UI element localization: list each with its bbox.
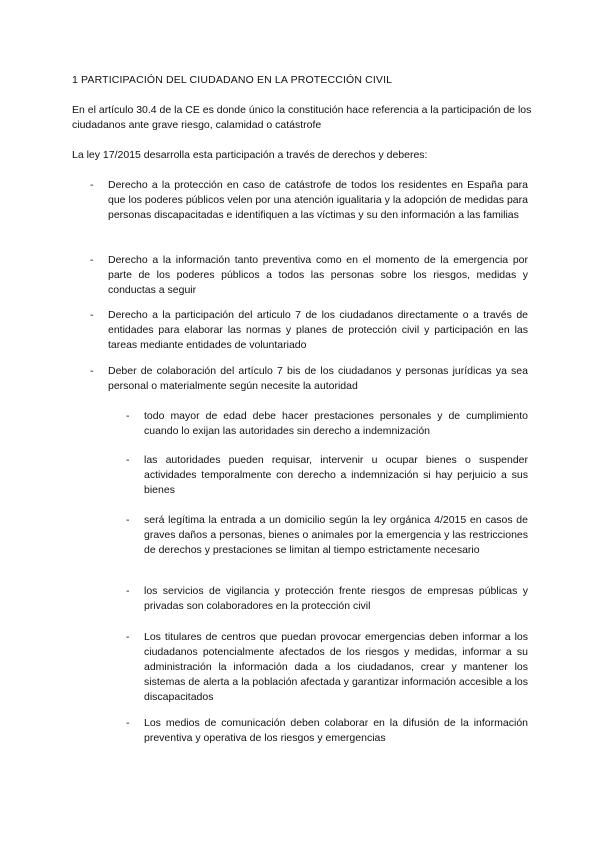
sub-list-item-text: los servicios de vigilancia y protección frente riesgos de empresas públicas y privadas son colaboradores en la protección civil	[144, 585, 528, 612]
bullet-dash: -	[90, 179, 94, 191]
bullet-dash: -	[126, 631, 130, 643]
sub-list-item-text: todo mayor de edad debe hacer prestaciones personales y de cumplimiento cuando lo exijan las autoridades sin derecho a indemnización	[144, 410, 528, 437]
list-item	[84, 253, 528, 298]
bullet-dash: -	[126, 585, 130, 597]
sub-list-item	[120, 513, 528, 558]
sub-list-item-text: será legítima la entrada a un domicilio según la ley orgánica 4/2015 en casos de graves daños a personas, bienes o animales por la emergencia y las restricciones de derechos y prestaciones se limitan al tiempo estrictamente necesario	[144, 514, 528, 556]
list-item	[84, 178, 528, 223]
list-item	[84, 364, 528, 394]
bullet-dash: -	[90, 309, 94, 321]
list-item-text: Derecho a la participación del articulo 7 de los ciudadanos directamente o a través de entidades para elaborar las normas y planes de protección civil y participación en las tareas mediante entidades de voluntariado	[108, 309, 528, 351]
sub-list-item	[120, 716, 528, 746]
sub-list-item	[120, 409, 528, 439]
bullet-dash: -	[90, 254, 94, 266]
bullet-dash: -	[126, 454, 130, 466]
bullet-dash: -	[90, 365, 94, 377]
sub-list-item	[120, 453, 528, 498]
sub-list-item-text: las autoridades pueden requisar, intervenir u ocupar bienes o suspender actividades temporalmente con derecho a indemnización si hay perjuicio a sus bienes	[144, 454, 528, 496]
bullet-dash: -	[126, 717, 130, 729]
list-item	[84, 308, 528, 353]
list-item-text: Derecho a la información tanto preventiva como en el momento de la emergencia por parte de los poderes públicos a todos las personas sobre los riesgos, medidas y conductas a seguir	[108, 254, 528, 296]
sub-list-item	[120, 584, 528, 614]
bullet-dash: -	[126, 410, 130, 422]
section-heading: 1 PARTICIPACIÓN DEL CIUDADANO EN LA PROTECCIÓN CIVIL	[72, 74, 393, 86]
sub-list-item	[120, 630, 528, 705]
sub-list-item-text: Los medios de comunicación deben colaborar en la difusión de la información preventiva y operativa de los riesgos y emergencias	[144, 717, 528, 744]
list-item-text: Derecho a la protección en caso de catástrofe de todos los residentes en España para que los poderes públicos velen por una atención igualitaria y la adopción de medidas para personas discapacitadas e identifiquen a las víctimas y su den información a las familias	[108, 179, 528, 221]
law-sentence: La ley 17/2015 desarrolla esta participación a través de derechos y deberes:	[72, 149, 428, 161]
sub-list-item-text: Los titulares de centros que puedan provocar emergencias deben informar a los ciudadanos potencialmente afectados de los riesgos y medidas, informar a su administración la información dada a los ciudadanos, crear y mantener los sistemas de alerta a la población afectada y garantizar información accesible a los discapacitados	[144, 631, 528, 703]
intro-paragraph: En el artículo 30.4 de la CE es donde único la constitución hace referencia a la participación de los ciudadanos ante grave riesgo, calamidad o catástrofe	[72, 104, 532, 131]
list-item-text: Deber de colaboración del artículo 7 bis de los ciudadanos y personas jurídicas ya sea personal o materialmente según necesite la autoridad	[108, 365, 528, 392]
bullet-dash: -	[126, 514, 130, 526]
